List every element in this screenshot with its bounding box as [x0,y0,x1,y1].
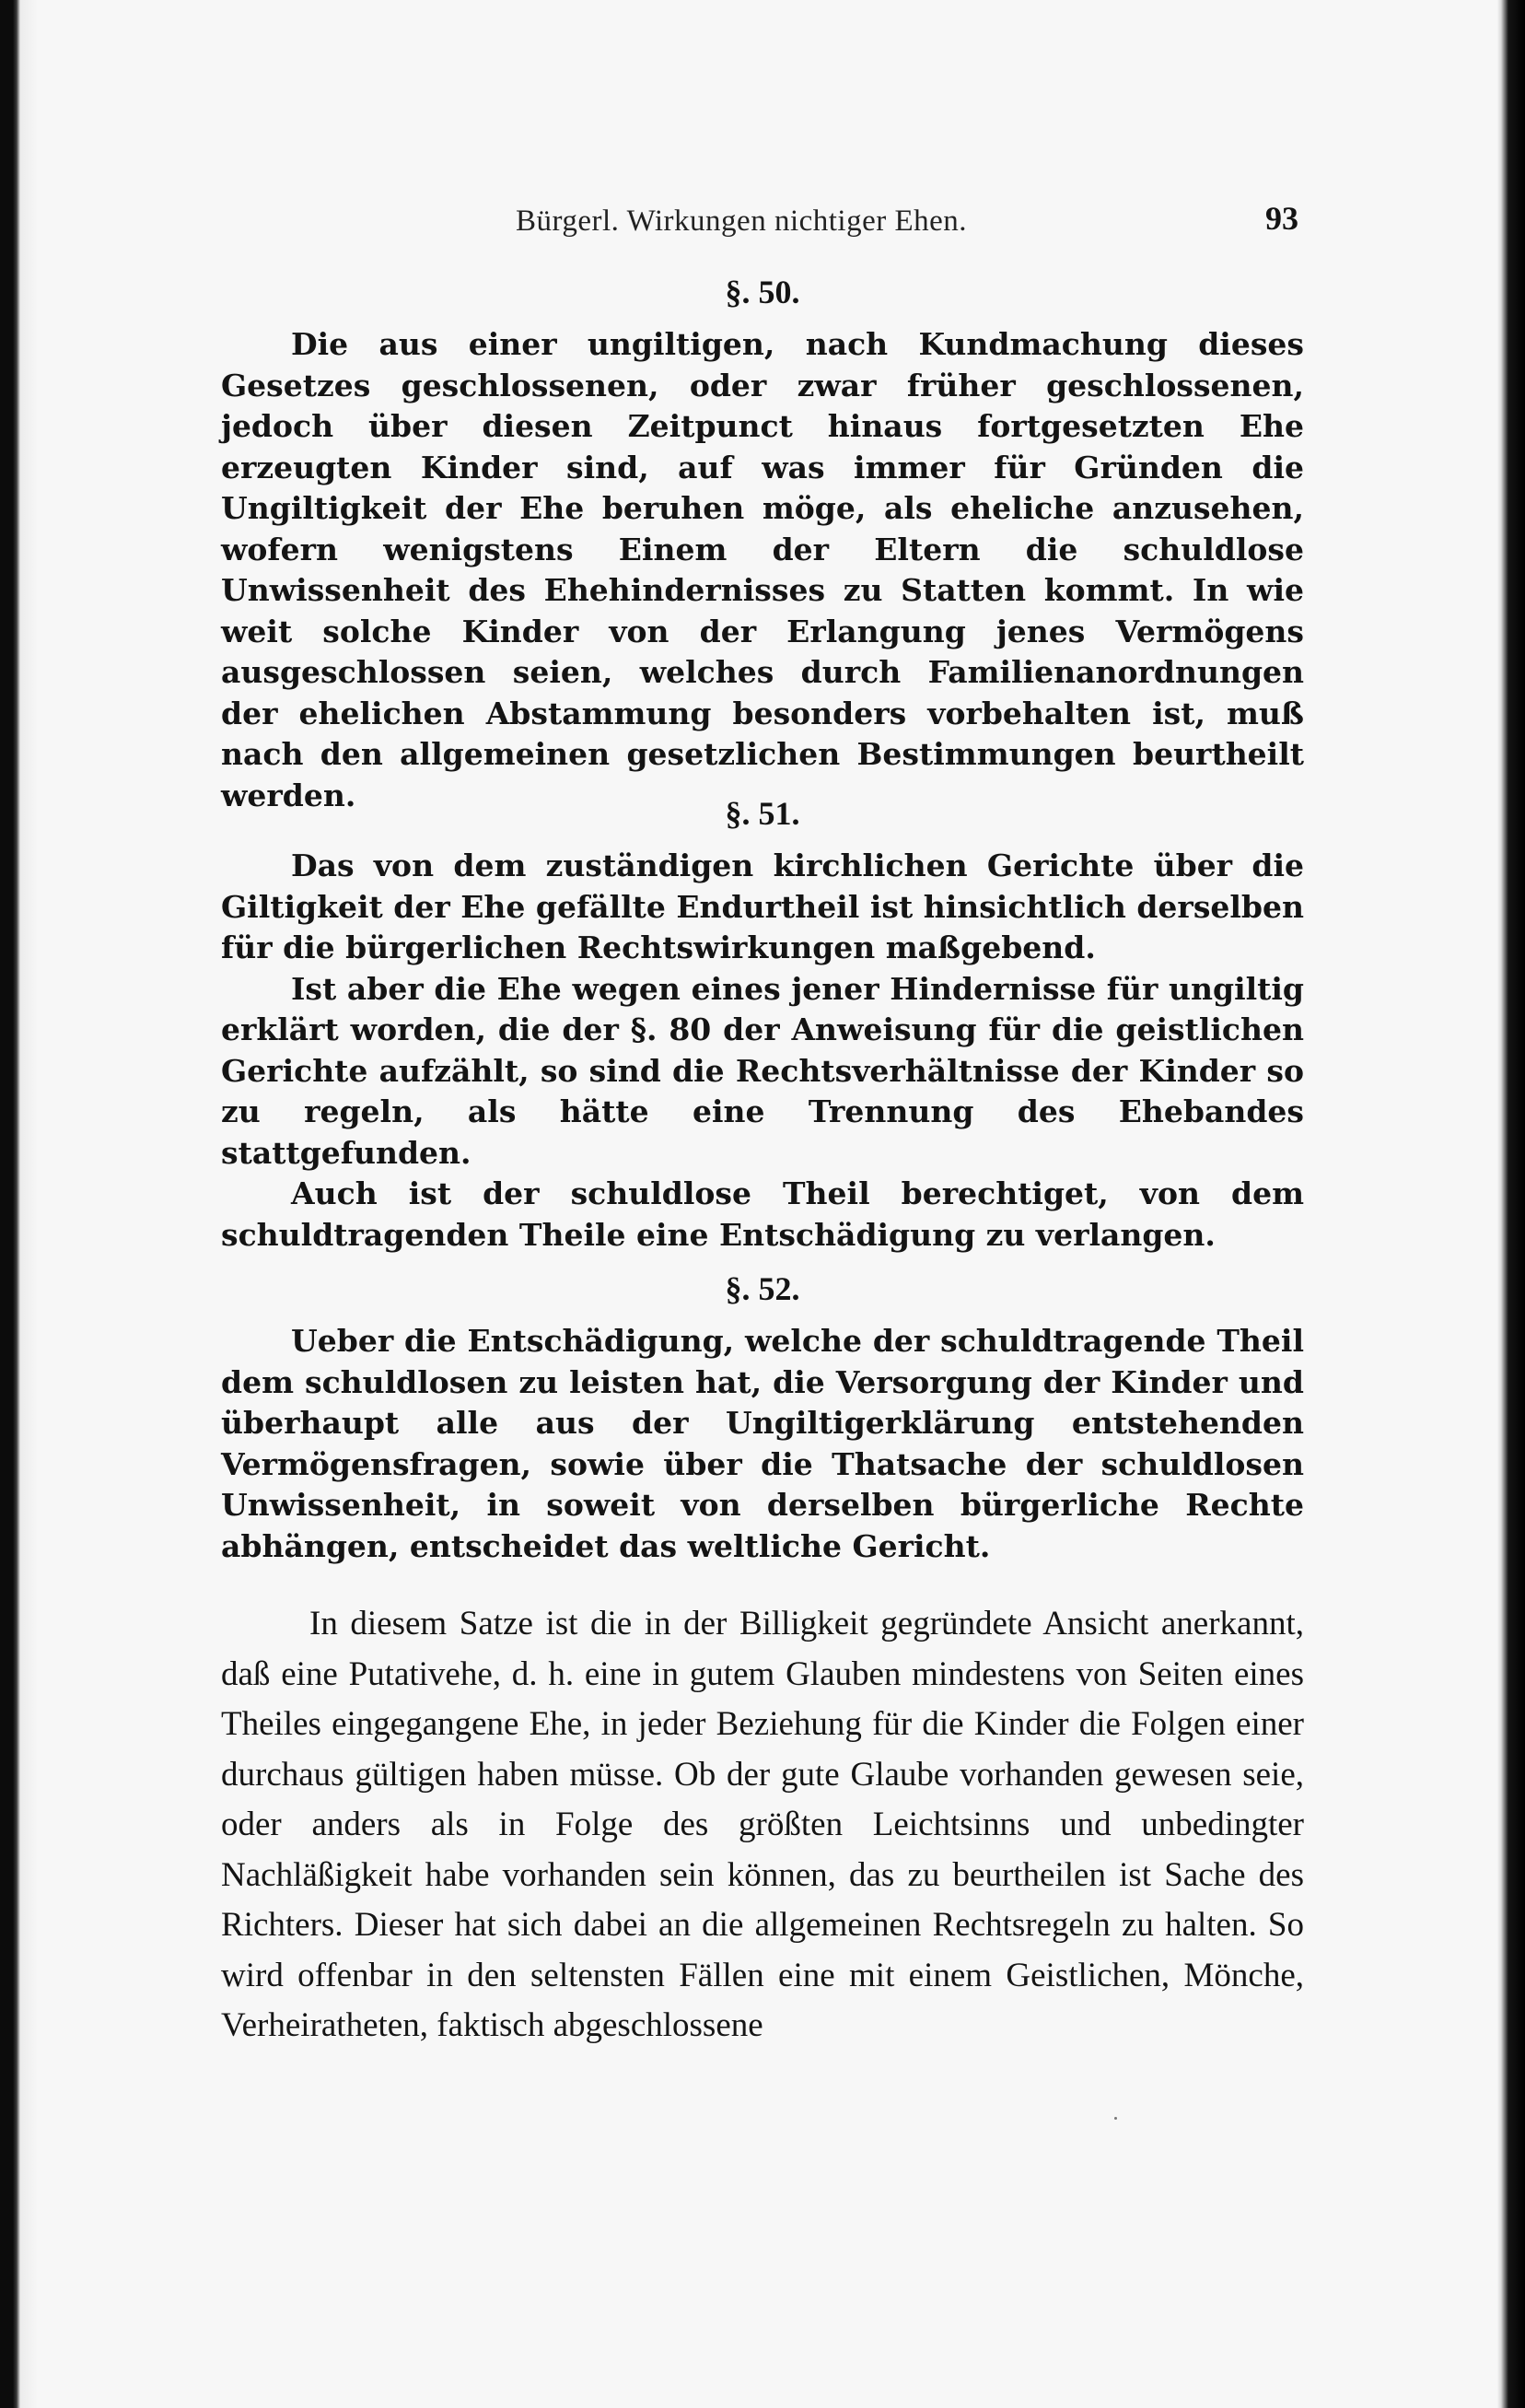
section-52 [221,1269,1304,1567]
section-paragraph: Ist aber die Ehe wegen eines jener Hindernisse für ungiltig erklärt worden, die der §. 80 der Anweisung für die geistlichen Gerichte aufzählt, so sind die Rechtsverhältnisse der Kinder so zu regeln, als hätte eine Trennung des Ehebandes stattgefunden. [221,970,1304,1171]
section-heading: §. 52. [725,1270,800,1307]
running-title: Bürgerl. Wirkungen nichtiger Ehen. [515,205,968,238]
section-heading: §. 50. [725,274,800,310]
commentary-paragraph: In diesem Satze ist die in der Billigkeit gegründete Ansicht anerkannt, daß eine Putativehe, d. h. eine in gutem Glauben mindestens von Seiten eines Theiles eingegangene Ehe, in jeder Beziehung für die Kinder die Folgen einer durchaus gültigen haben müsse. Ob der gute Glaube vorhanden gewesen seie, oder anders als in Folge des größten Leichtsinns und unbedingter Nachläßigkeit habe vorhanden sein können, das zu beurtheilen ist Sache des Richters. Dieser hat sich dabei an die allgemeinen Rechtsregeln zu halten. So wird offenbar in den seltensten Fällen eine mit einem Geistlichen, Mönche, Verheiratheten, faktisch abgeschlossene [221,1605,1304,2044]
section-paragraph: Ueber die Entschädigung, welche der schuldtragende Theil dem schuldlosen zu leisten hat, die Versorgung der Kinder und überhaupt alle aus der Ungiltigerklärung entstehenden Vermögensfragen, sowie über die Thatsache der schuldlosen Unwissenheit, in soweit von derselben bürgerliche Rechte abhängen, entscheidet das weltliche Gericht. [221,1323,1304,1564]
section-51 [221,794,1304,1256]
scan-speck [1114,2117,1117,2120]
section-paragraph: Die aus einer ungiltigen, nach Kundmachung dieses Gesetzes geschlossenen, oder zwar früher geschlossenen, jedoch über diesen Zeitpunct hinaus fortgesetzten Ehe erzeugten Kinder sind, auf was immer für Gründen die Ungiltigkeit der Ehe beruhen möge, als eheliche anzusehen, wofern wenigstens Einem der Eltern die schuldlose Unwissenheit des Ehehindernisses zu Statten kommt. In wie weit solche Kinder von der Erlangung jenes Vermögens ausgeschlossen seien, welches durch Familienanordnungen der ehelichen Abstammung besonders vorbehalten ist, muß nach den allgemeinen gesetzlichen Bestimmungen beurtheilt werden. [221,326,1304,813]
scan-edge-left [0,0,37,2408]
section-paragraph: Das von dem zuständigen kirchlichen Gerichte über die Giltigkeit der Ehe gefällte Endurtheil ist hinsichtlich derselben für die bürgerlichen Rechtswirkungen maßgebend. [221,847,1304,965]
page-header [184,200,1298,251]
section-paragraph: Auch ist der schuldlose Theil berechtiget, von dem schuldtragenden Theile eine Entschädigung zu verlangen. [221,1175,1304,1253]
page-number: 93 [1265,200,1298,237]
section-heading: §. 51. [725,795,800,832]
commentary-block [221,1599,1304,2051]
book-page [37,0,1497,2408]
section-50 [221,273,1304,816]
scan-edge-right [1497,0,1525,2408]
